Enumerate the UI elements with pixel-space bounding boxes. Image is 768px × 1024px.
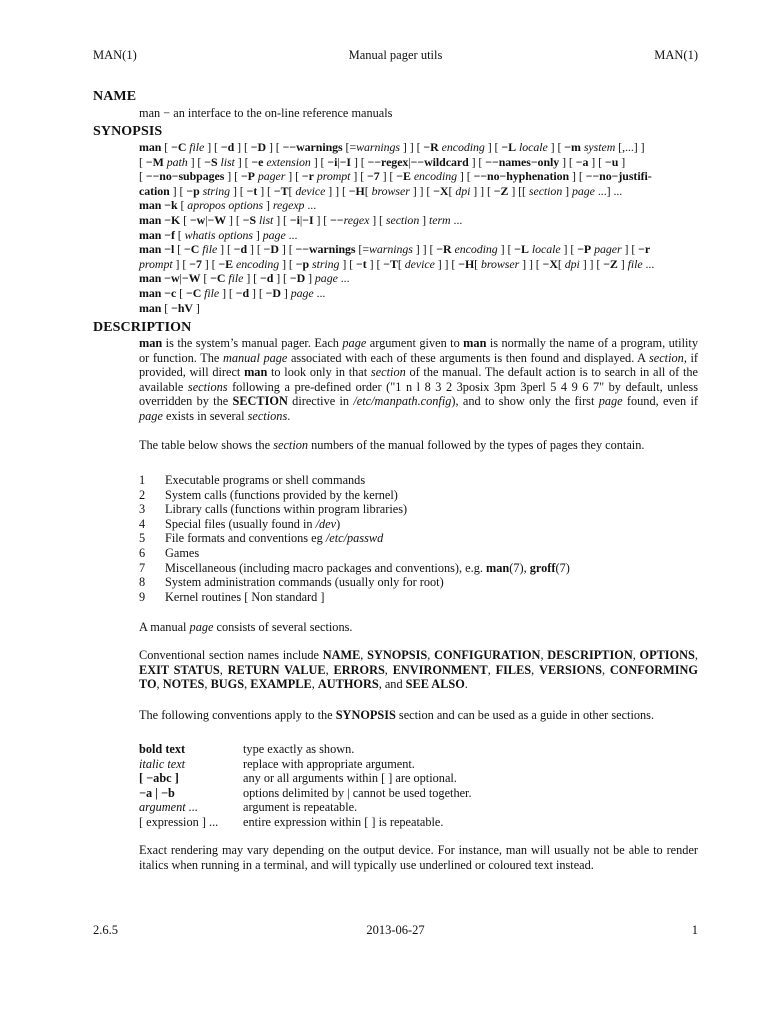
header-center: Manual pager utils [348,48,443,62]
name: CONFIGURATION [434,648,541,662]
text: A manual [139,620,190,634]
row-text: (7), [509,560,530,575]
conv-key: −a | −b [139,785,175,800]
footer-center: 2013-06-27 [366,923,425,937]
table-row [139,757,698,772]
table-row: 4 Special files (usually found in /dev) [139,516,341,531]
name: AUTHORS [317,677,379,692]
name: NAME [322,648,361,662]
row-text: System calls (functions provided by the kernel) [165,487,398,502]
table-row [139,590,698,605]
name: EXAMPLE [250,677,312,692]
row-number: 2 [139,487,146,502]
table-intro-post: numbers of the manual followed by the types of pages they contain. [308,438,645,452]
footer-left: 2.6.5 [93,923,118,937]
row-number: 7 [139,560,146,575]
footer-right: 1 [691,923,698,937]
manual-page-line [139,620,698,635]
conv-key: [ expression ] ... [139,814,219,829]
row-number: 9 [139,589,146,604]
synopsis-block: man [ −C file ] [ −d ] [ −D ] [ −−warnings [=warnings ] ] [ −R encoding ] [ −L locale ] [ −m system [,...] ] [ −M path ] [ −S list ] [ −e extension ] [ −i|−I ] [ −−regex|−−wildcard ] [ −−names−only ] [ −a ] [ −u ] [ −−no−subpages ] [ −P pager ] [ −r prompt ] [ −7 ] [ −E encoding ] [ −−no−hyphenation ] [ −−no−justifi- cation ] [ −p string ] [ −t ] [ −T[ device ] ] [ −H[ browser ] ] [ −X[ dpi ] ] [ −Z ] [[ section ] page ...] ... man −k [ apropos options ] regexp ... man −K [ −w|−W ] [ −S list ] [ −i|−I ] [ −−regex ] [ section ] term ... man −f [ whatis options ] page ... man −l [ −C file ] [ −d ] [ −D ] [ −−warnings [=warnings ] ] [ −R encoding ] [ −L locale ] [ −P pager ] [ −r prompt ] [ −7 ] [ −E encoding ] [ −p string ] [ −t ] [ −T[ device ] ] [ −H[ browser ] ] [ −X[ dpi ] ] [ −Z ] file ... man −w|−W [ −C file ] [ −d ] [ −D ] page ... man −c [ −C file ] [ −d ] [ −D ] page ... man [ −hV ] [139,140,655,315]
row-text: Games [165,545,200,560]
name: RETURN VALUE [227,662,326,677]
section-synopsis-heading: SYNOPSIS [93,124,163,139]
conv-value: replace with appropriate argument. [243,756,415,771]
table-row [139,800,698,815]
row-italic: /etc/passwd [325,531,384,546]
name-line: man − an interface to the on-line reference manuals [139,106,393,120]
conv-value: any or all arguments within [ ] are optional. [243,771,457,786]
table-row [139,742,698,757]
name: ENVIRONMENT [392,662,488,677]
name: DESCRIPTION [547,648,633,662]
row-italic: /dev [315,516,337,531]
exact-rendering-paragraph: Exact rendering may vary depending on the output device. For instance, man will usually not be able to render italics when running in a terminal, and will typically use underlined or coloured text instead. [139,843,698,872]
name: SYNOPSIS [367,648,428,662]
text: section and can be used as a guide in other sections. [395,708,655,722]
table-row [139,575,698,590]
text: The following conventions apply to the [139,708,336,722]
row-number: 1 [139,473,146,487]
table-row [139,502,698,517]
table-row [139,771,698,786]
row-text: Library calls (functions within program libraries) [165,502,408,517]
name: NOTES [162,677,205,692]
conv-value: entire expression within [ ] is repeatable. [243,814,444,829]
conv-key: [ −abc ] [139,771,179,786]
table-row [139,815,698,830]
row-number: 3 [139,502,146,517]
name: FILES [495,662,532,677]
table-row [139,786,698,801]
row-text: File formats and conventions eg [165,531,326,546]
conv-value: options delimited by | cannot be used together. [243,785,472,800]
conventions-table [139,742,698,830]
name: EXIT STATUS [139,662,220,677]
name: OPTIONS [639,648,695,662]
name: BUGS [210,677,245,692]
row-number: 4 [139,516,146,531]
conv-key: italic text [139,756,186,771]
text: consists of several sections. [213,620,353,634]
table-row [139,488,698,503]
row-bold: man [486,560,510,575]
row-number: 8 [139,575,146,590]
table-row [139,531,698,546]
section-name-heading: NAME [93,89,137,104]
conv-key: bold text [139,742,186,756]
row-number: 6 [139,545,146,560]
row-text: System administration commands (usually only for root) [165,575,444,590]
name: SEE ALSO [405,677,465,692]
row-text: Executable programs or shell commands [165,473,366,487]
description-paragraph: man is the system’s manual pager. Each page argument given to man is normally the name of a program, utility or function. The manual page associated with each of these arguments is then found and displayed. A section, if provided, will direct man to look only in that section of the manual. The default action is to search in all of the available sections following a pre-defined order ("1 n l 8 3 2 3posix 3pm 3perl 5 4 9 6 7" by default, unless overridden by the SECTION directive in /etc/manpath.config), and to show only the first page found, even if page exists in several sections. [139,336,699,423]
header-right: MAN(1) [654,48,698,62]
conventional-names: Conventional section names include NAME, SYNOPSIS, CONFIGURATION, DESCRIPTION, OPTIONS, EXIT STATUS, RETURN VALUE, ERRORS, ENVIRONMENT, FILES, VERSIONS, CONFORMING TO, NOTES, BUGS, EXAMPLE, AUTHORS, and SEE ALSO. [139,648,698,692]
header-left: MAN(1) [93,48,137,62]
section-description-heading: DESCRIPTION [93,320,192,335]
row-text: Kernel routines [ Non standard ] [165,589,325,604]
following-conventions [139,708,698,723]
table-intro-italic: section [273,438,309,452]
row-text: Miscellaneous (including macro packages and conventions), e.g. [165,560,486,575]
name: CONFORMING TO [139,662,698,692]
table-row [139,546,698,561]
conv-value: type exactly as shown. [243,742,355,756]
text-italic: page [189,620,214,634]
table-row [139,561,698,576]
row-text: Special files (usually found in [165,516,316,531]
conv-value: argument is repeatable. [243,800,358,815]
text-bold: SYNOPSIS [335,708,396,722]
sections-table [139,473,698,604]
table-intro-pre: The table below shows the [139,438,274,452]
table-intro [139,438,698,453]
row-text: (7) [555,560,570,575]
table-row [139,473,698,488]
name: VERSIONS [539,662,602,677]
name: ERRORS [333,662,385,677]
row-bold: groff [529,560,556,575]
text: Conventional section names include [139,648,323,662]
row-number: 5 [139,531,146,546]
conv-key: argument ... [139,800,198,815]
